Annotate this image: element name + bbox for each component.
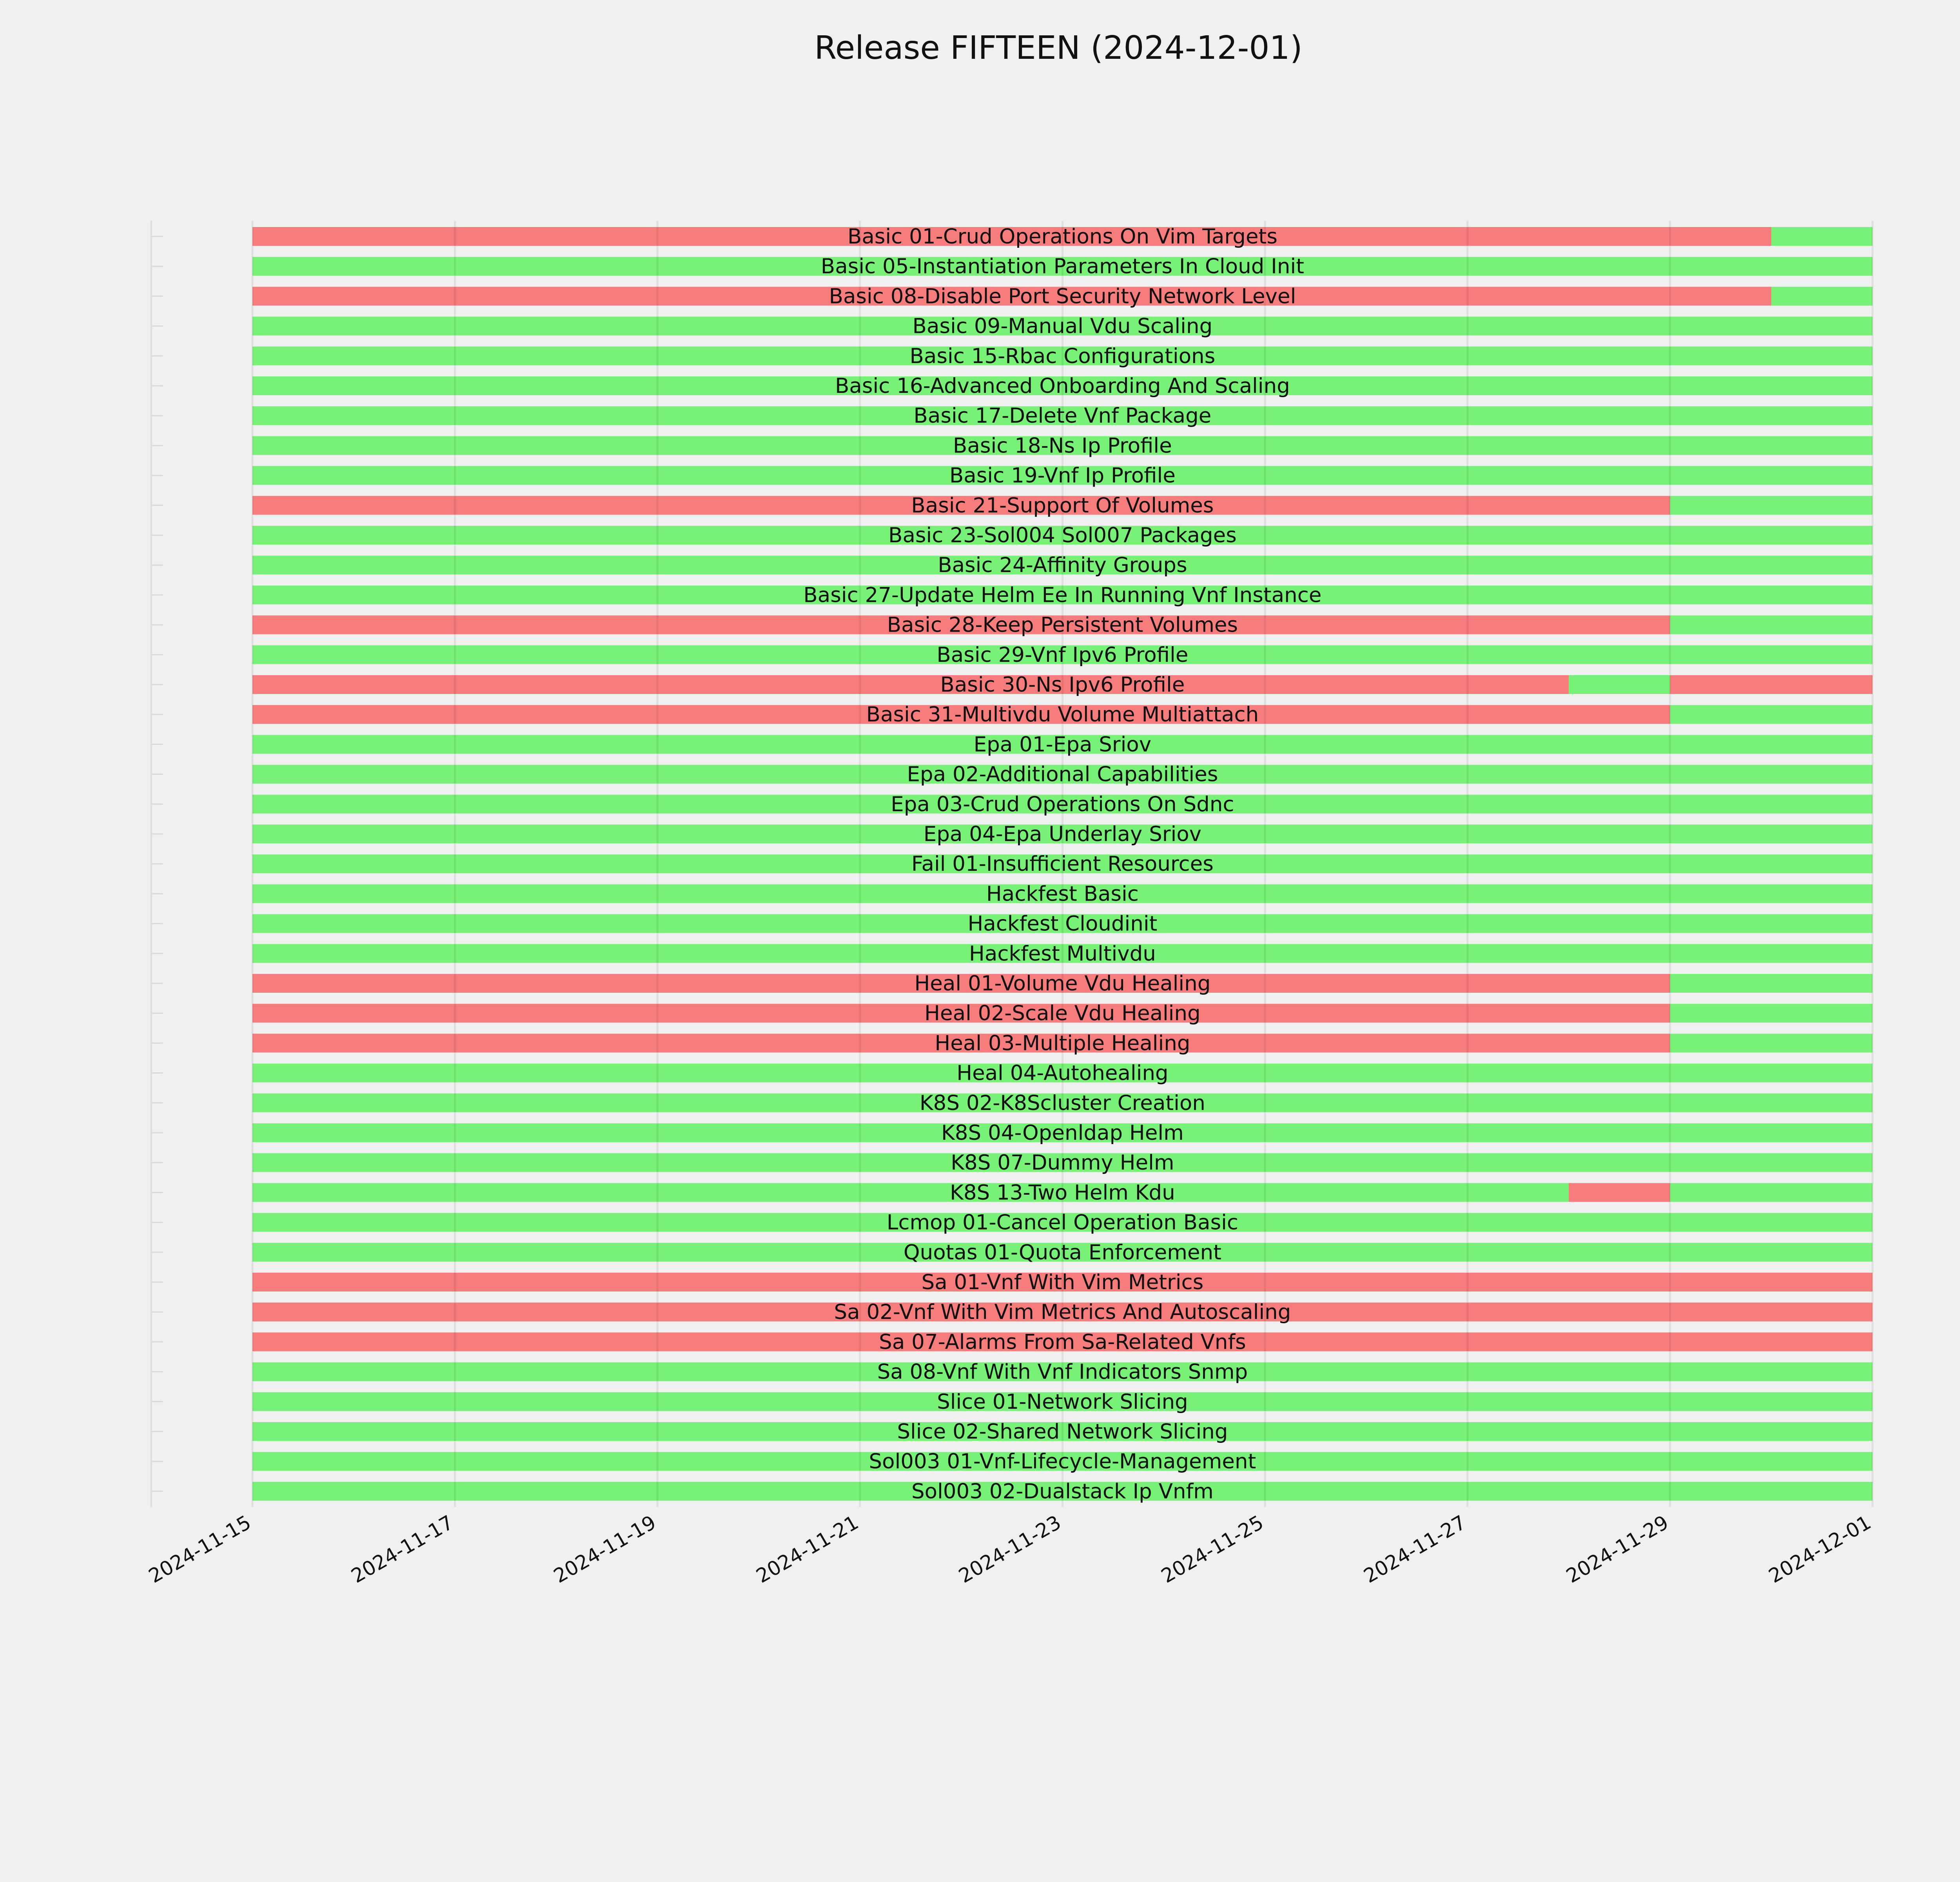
chart-title: Release FIFTEEN (2024-12-01) [814, 29, 1303, 67]
bar-label: Hackfest Multivdu [969, 941, 1156, 966]
bar-segment-pass [1670, 1034, 1873, 1052]
bar-segment-pass [252, 1181, 1569, 1205]
bar-label: Basic 17-Delete Vnf Package [913, 404, 1212, 428]
bar-label: Sa 01-Vnf With Vim Metrics [921, 1270, 1204, 1294]
bar-label: Lcmop 01-Cancel Operation Basic [886, 1210, 1238, 1235]
gridlines [151, 236, 163, 1491]
bar-label: Epa 03-Crud Operations On Sdnc [891, 792, 1234, 816]
bar-label: Basic 24-Affinity Groups [938, 553, 1187, 578]
bar-label: Epa 02-Additional Capabilities [907, 762, 1218, 787]
bar-segment-pass [1670, 1004, 1873, 1023]
bar-segment-pass [1670, 496, 1873, 515]
bar-label: Heal 03-Multiple Healing [935, 1031, 1191, 1055]
x-tick-label: 2024-11-17 [347, 1511, 457, 1588]
bar-segment-pass [1771, 287, 1873, 305]
bar-label: K8S 02-K8Scluster Creation [919, 1091, 1205, 1115]
bar-segment-fail [1670, 675, 1873, 694]
bar-segment-pass [1569, 675, 1670, 694]
x-tick-label: 2024-11-25 [1157, 1511, 1267, 1588]
bar-label: Heal 02-Scale Vdu Healing [924, 1001, 1201, 1026]
bar-label: Sa 02-Vnf With Vim Metrics And Autoscaling [834, 1300, 1291, 1324]
x-tick-label: 2024-11-29 [1562, 1511, 1673, 1588]
bar-segment-fail [252, 675, 1569, 694]
x-tick-label: 2024-11-27 [1359, 1511, 1470, 1588]
bar-label: Hackfest Basic [986, 882, 1139, 906]
bar-label: Slice 01-Network Slicing [937, 1390, 1188, 1414]
bar-label: Epa 01-Epa Sriov [973, 732, 1152, 757]
bar-label: Epa 04-Epa Underlay Sriov [923, 822, 1202, 846]
bar-label: Basic 29-Vnf Ipv6 Profile [936, 643, 1189, 667]
bar-segment-pass [1670, 974, 1873, 993]
bar-label: Basic 01-Crud Operations On Vim Targets [847, 225, 1278, 249]
bar-label: Basic 16-Advanced Onboarding And Scaling [835, 374, 1290, 398]
bar-label: Sa 07-Alarms From Sa-Related Vnfs [879, 1330, 1246, 1354]
bar-label: Fail 01-Insufficient Resources [911, 852, 1214, 876]
bar-label: Quotas 01-Quota Enforcement [903, 1240, 1221, 1264]
bar-label: K8S 13-Two Helm Kdu [950, 1181, 1175, 1205]
bar-label: Basic 08-Disable Port Security Network Level [829, 284, 1296, 309]
bar-label: Basic 27-Update Helm Ee In Running Vnf Instance [803, 583, 1322, 607]
bar-label: K8S 04-Openldap Helm [941, 1121, 1184, 1145]
bar-label: Sol003 02-Dualstack Ip Vnfm [911, 1479, 1214, 1504]
bar-label: Heal 04-Autohealing [956, 1061, 1169, 1085]
bar-label: Heal 01-Volume Vdu Healing [914, 972, 1211, 995]
x-axis [145, 1511, 1875, 1588]
bar-label: Sa 08-Vnf With Vnf Indicators Snmp [877, 1360, 1248, 1384]
x-tick-label: 2024-11-15 [145, 1511, 255, 1588]
bar-label: Hackfest Cloudinit [967, 912, 1158, 936]
bar-label: Basic 18-Ns Ip Profile [953, 434, 1172, 458]
bar-segment-pass [1670, 616, 1873, 634]
bar-label: Basic 15-Rbac Configurations [909, 344, 1216, 368]
bar-label: Basic 23-Sol004 Sol007 Packages [888, 523, 1237, 547]
bar-segment-pass [1670, 705, 1873, 724]
bar-label: Basic 19-Vnf Ip Profile [949, 463, 1176, 488]
bar-label: Basic 30-Ns Ipv6 Profile [940, 673, 1185, 697]
bar-segment-pass [1670, 1183, 1873, 1202]
bar-label: Basic 05-Instantiation Parameters In Cloud Init [820, 254, 1304, 279]
bar-label: Sol003 01-Vnf-Lifecycle-Management [869, 1450, 1256, 1474]
bar-label: Basic 21-Support Of Volumes [911, 493, 1214, 518]
bar-label: K8S 07-Dummy Helm [951, 1151, 1174, 1175]
bar-segment-fail [1569, 1183, 1670, 1202]
x-tick-label: 2024-11-19 [550, 1511, 660, 1588]
bar-segment-pass [1771, 227, 1873, 246]
bar-label: Slice 02-Shared Network Slicing [897, 1420, 1228, 1444]
bar-label: Basic 09-Manual Vdu Scaling [912, 314, 1213, 338]
bar-label: Basic 28-Keep Persistent Volumes [887, 613, 1238, 637]
x-tick-label: 2024-11-23 [955, 1511, 1065, 1588]
x-tick-label: 2024-12-01 [1765, 1511, 1875, 1588]
bar-label: Basic 31-Multivdu Volume Multiattach [866, 703, 1259, 727]
x-tick-label: 2024-11-21 [752, 1511, 862, 1588]
